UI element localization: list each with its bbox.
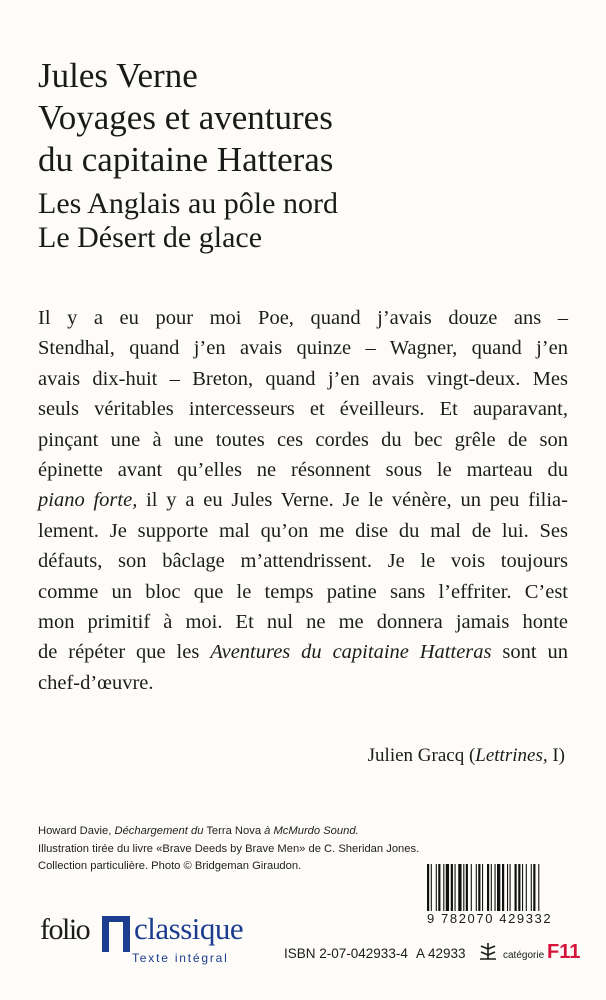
barcode-bar <box>463 864 464 912</box>
folio-classique-logo <box>40 908 260 970</box>
quote-text: épinette avant qu’elles ne résonnent sous le marteau du <box>38 458 568 481</box>
quote-text: comme un bloc que le temps patine sans l’effriter. C’est <box>38 580 568 603</box>
quote-line <box>38 485 568 515</box>
image-credits <box>38 823 458 876</box>
credit-line-3: Collection particulière. Photo © Bridgeman Giraudon. <box>38 860 302 872</box>
category-label: catégorie <box>503 950 545 961</box>
quote-text: défauts, son bâclage m’attendrissent. Je le vois toujours <box>38 550 568 573</box>
quote-line <box>38 303 568 333</box>
attribution-work: Lettrines, <box>475 745 548 766</box>
barcode-bar <box>476 864 477 912</box>
barcode-bar <box>455 864 456 912</box>
quote-text: de répéter que les <box>38 641 211 664</box>
barcode-bar <box>495 864 496 912</box>
quote-line <box>38 455 568 485</box>
barcode-bar <box>487 864 489 912</box>
quote-italic-text: piano forte, <box>38 489 138 512</box>
product-code: A 42933 <box>416 946 466 961</box>
quote-line <box>38 364 568 394</box>
subtitle-1: Les Anglais au pôle nord <box>38 187 338 220</box>
quote-text: avais dix-huit – Breton, quand j’en avais vingt-deux. Mes <box>38 367 568 390</box>
quote-text: Stendhal, quand j’en avais quinze – Wagner, quand j’en <box>38 337 568 360</box>
quote-line <box>38 668 568 698</box>
quote-text: Il y a eu pour moi Poe, quand j’avais douze ans – <box>38 307 568 329</box>
barcode-bar <box>436 864 437 912</box>
quote-line <box>38 394 568 424</box>
quote-text: sont un <box>491 641 568 664</box>
credit-ship: Terra Nova <box>203 825 265 837</box>
logo-bracket-icon <box>102 916 130 952</box>
barcode-bar <box>502 864 504 912</box>
quote-text: seuls véritables intercesseurs et éveilleurs. Et auparavant, <box>38 398 568 421</box>
barcode-bar <box>482 864 483 912</box>
barcode-bar <box>471 864 472 912</box>
barcode-bar <box>446 864 449 912</box>
barcode-bar <box>443 864 444 912</box>
barcode-bars <box>427 864 577 912</box>
barcode-bar <box>538 864 539 912</box>
category-code: F11 <box>547 941 581 963</box>
isbn: ISBN 2-07-042933-4 <box>284 946 408 961</box>
quote-attribution <box>368 745 565 767</box>
barcode-bar <box>531 864 532 912</box>
quote-line <box>38 637 568 667</box>
blurb-quote <box>38 303 568 698</box>
book-title-line-1: Voyages et aventures <box>38 98 333 137</box>
author-name: Jules Verne <box>38 56 198 95</box>
quote-text: il y a eu Jules Verne. Je le vénère, un peu filia- <box>137 489 568 512</box>
quote-text: mon primitif à moi. Et nul ne me donnera jamais honte <box>38 610 568 633</box>
quote-line <box>38 516 568 546</box>
barcode-bar <box>515 864 517 912</box>
book-title-line-2: du capitaine Hatteras <box>38 140 334 179</box>
barcode-bar <box>438 864 440 912</box>
quote-line <box>38 607 568 637</box>
barcode-bar <box>451 864 453 912</box>
quote-text: chef-d’œuvre. <box>38 671 154 694</box>
quote-italic-text: Aventures du capitaine Hatteras <box>210 641 492 664</box>
book-symbol-icon <box>477 940 499 962</box>
credit-work-b: à McMurdo Sound. <box>264 825 359 837</box>
barcode-bar <box>518 864 520 912</box>
barcode-bar <box>526 864 527 912</box>
credit-work-a: Déchargement du <box>114 825 204 837</box>
barcode-bar <box>478 864 480 912</box>
credit-line-1 <box>38 823 458 841</box>
quote-line <box>38 577 568 607</box>
title-block <box>38 55 578 255</box>
quote-text: pinçant une à une toutes ces cordes du bec grêle de son <box>38 428 568 451</box>
attribution-volume: I) <box>547 745 565 766</box>
barcode-bar <box>510 864 511 912</box>
barcode-bar <box>491 864 492 912</box>
barcode-bar <box>497 864 500 912</box>
quote-line <box>38 425 568 455</box>
subtitle-2: Le Désert de glace <box>38 221 263 254</box>
barcode-bar <box>427 864 429 912</box>
logo-texte-integral: Texte intégral <box>132 951 229 965</box>
logo-folio-text: folio <box>40 913 90 946</box>
barcode-bar <box>507 864 508 912</box>
barcode-bar <box>522 864 523 912</box>
barcode-bar <box>533 864 535 912</box>
attribution-author: Julien Gracq ( <box>367 745 476 766</box>
credit-artist: Howard Davie, <box>38 825 115 837</box>
quote-text: lement. Je supporte mal qu’on me dise du mal de lui. Ses <box>38 519 568 542</box>
barcode-bar <box>458 864 461 912</box>
quote-line <box>38 546 568 576</box>
barcode-bar <box>431 864 432 912</box>
credit-line-2: Illustration tirée du livre «Brave Deeds by Brave Men» de C. Sheridan Jones. <box>38 842 420 855</box>
barcode-digits: 9 782070 429332 <box>427 911 579 926</box>
logo-classique-text: classique <box>134 911 244 946</box>
quote-line <box>38 333 568 363</box>
barcode-bar <box>466 864 468 912</box>
